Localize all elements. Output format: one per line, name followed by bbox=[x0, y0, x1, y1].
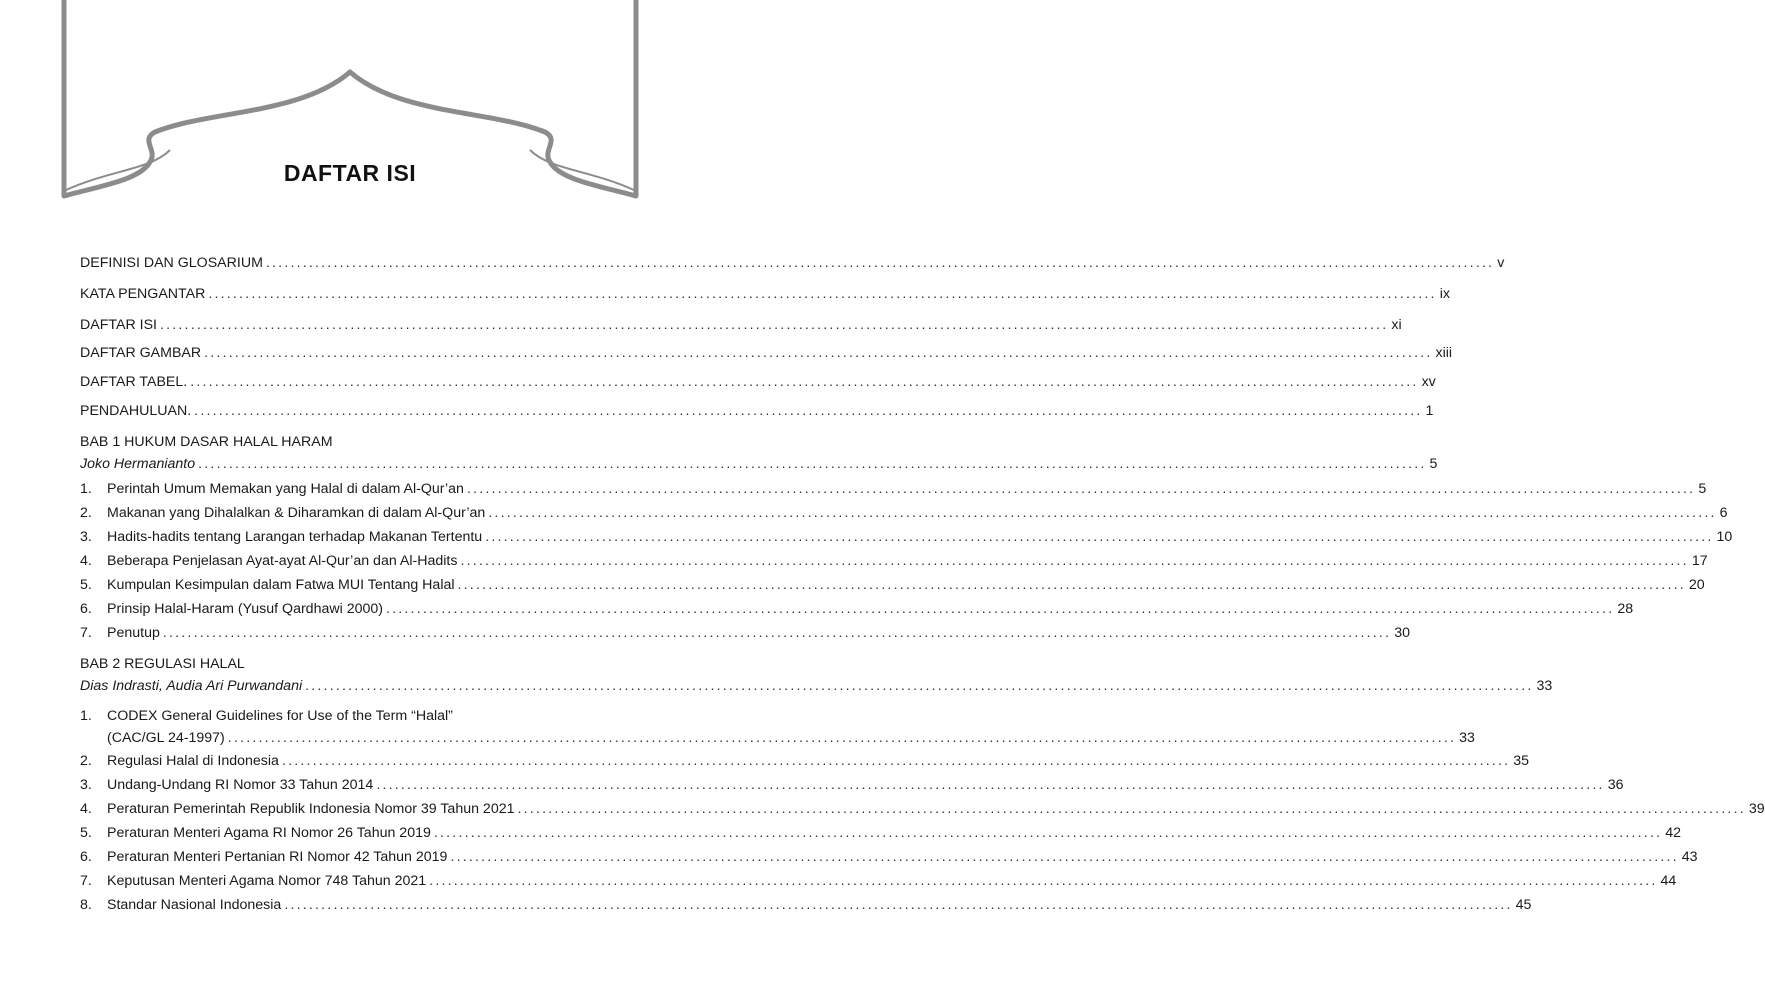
leader-dots: ........................................................................................................................................................................................................ bbox=[227, 730, 1457, 746]
leader-dots: ........................................................................................................................................................................................................ bbox=[284, 897, 1513, 913]
toc-subentry-title: Perintah Umum Memakan yang Halal di dalam Al-Qur’an bbox=[107, 481, 464, 497]
leader-dots: ........................................................................................................................................................................................................ bbox=[162, 625, 1392, 641]
toc-subentry-title: Makanan yang Dihalalkan & Diharamkan di dalam Al-Qur’an bbox=[107, 505, 486, 521]
toc-subentry[interactable] bbox=[80, 598, 1634, 620]
toc-subentry[interactable] bbox=[80, 574, 1705, 596]
chapter-author-entry[interactable] bbox=[80, 453, 1438, 475]
leader-dots: ........................................................................................................................................................................................................ bbox=[159, 317, 1389, 333]
toc-entry-page: ix bbox=[1439, 286, 1450, 302]
chapter-author-entry[interactable] bbox=[80, 675, 1553, 697]
toc-entry-page: 5 bbox=[1698, 481, 1707, 497]
toc-entry-title: DAFTAR TABEL. bbox=[80, 374, 188, 390]
toc-subentry-title: Regulasi Halal di Indonesia bbox=[107, 753, 279, 769]
toc-subentry-number: 2. bbox=[80, 505, 92, 521]
toc-subentry[interactable] bbox=[80, 478, 1707, 500]
toc-entry-page: 45 bbox=[1515, 897, 1532, 913]
toc-subentry-title: Hadits-hadits tentang Larangan terhadap Makanan Tertentu bbox=[107, 529, 483, 545]
leader-dots: ........................................................................................................................................................................................................ bbox=[429, 873, 1658, 889]
leader-dots: ........................................................................................................................................................................................................ bbox=[460, 553, 1689, 569]
toc-subentry[interactable] bbox=[80, 502, 1728, 524]
toc-entry-title: DEFINISI DAN GLOSARIUM bbox=[80, 255, 263, 271]
toc-subentry-continuation[interactable] bbox=[80, 727, 1475, 749]
toc-subentry-first-line[interactable] bbox=[80, 705, 622, 727]
toc-subentry[interactable] bbox=[80, 894, 1532, 916]
leader-dots: ........................................................................................................................................................................................................ bbox=[466, 481, 1696, 497]
toc-subentry[interactable] bbox=[80, 870, 1677, 892]
toc-subentry[interactable] bbox=[80, 774, 1624, 796]
leader-dots: ........................................................................................................................................................................................................ bbox=[488, 505, 1717, 521]
toc-subentry-title: Beberapa Penjelasan Ayat-ayat Al-Qur’an dan Al-Hadits bbox=[107, 553, 458, 569]
toc-entry[interactable] bbox=[80, 400, 1434, 422]
toc-entry[interactable] bbox=[80, 371, 1436, 393]
leader-dots: ........................................................................................................................................................................................................ bbox=[208, 286, 1437, 302]
toc-entry-page: 6 bbox=[1719, 505, 1728, 521]
toc-subentry-title: Undang-Undang RI Nomor 33 Tahun 2014 bbox=[107, 777, 374, 793]
toc-subentry-number: 3. bbox=[80, 529, 92, 545]
toc-subentry[interactable] bbox=[80, 526, 1733, 548]
toc-subentry-number: 3. bbox=[80, 777, 92, 793]
leader-dots: ........................................................................................................................................................................................................ bbox=[204, 345, 1433, 361]
leader-dots: ........................................................................................................................................................................................................ bbox=[450, 849, 1679, 865]
toc-entry-page: 10 bbox=[1716, 529, 1733, 545]
toc-subentry-number: 7. bbox=[80, 873, 92, 889]
toc-entry-page: xi bbox=[1391, 317, 1402, 333]
leader-dots: ........................................................................................................................................................................................................ bbox=[517, 801, 1746, 817]
toc-subentry-number: 4. bbox=[80, 801, 92, 817]
toc-entry[interactable] bbox=[80, 283, 1450, 305]
leader-dots: ........................................................................................................................................................................................................ bbox=[281, 753, 1511, 769]
toc-subentry-title: Standar Nasional Indonesia bbox=[107, 897, 282, 913]
leader-dots: ........................................................................................................................................................................................................ bbox=[385, 601, 1615, 617]
leader-dots: ........................................................................................................................................................................................................ bbox=[485, 529, 1714, 545]
toc-subentry-number: 5. bbox=[80, 577, 92, 593]
toc-subentry-number: 2. bbox=[80, 753, 92, 769]
toc-subentry[interactable] bbox=[80, 822, 1682, 844]
toc-subentry[interactable] bbox=[80, 846, 1698, 868]
toc-entry-page: xv bbox=[1421, 374, 1436, 390]
toc-subentry[interactable] bbox=[80, 550, 1708, 572]
toc-subentry-title: Peraturan Menteri Pertanian RI Nomor 42 Tahun 2019 bbox=[107, 849, 448, 865]
page-title: DAFTAR ISI bbox=[283, 160, 417, 186]
arch-frame-ornament bbox=[0, 0, 700, 220]
chapter-author: Dias Indrasti, Audia Ari Purwandani bbox=[80, 678, 303, 694]
toc-entry-page: 17 bbox=[1691, 553, 1708, 569]
toc-entry-page: 35 bbox=[1513, 753, 1530, 769]
leader-dots: ........................................................................................................................................................................................................ bbox=[198, 456, 1427, 472]
toc-subentry-title: Peraturan Pemerintah Republik Indonesia Nomor 39 Tahun 2021 bbox=[107, 801, 515, 817]
toc-entry-page: 42 bbox=[1665, 825, 1682, 841]
toc-subentry[interactable] bbox=[80, 622, 1410, 644]
toc-entry[interactable] bbox=[80, 314, 1402, 336]
toc-subentry-title: Peraturan Menteri Agama RI Nomor 26 Tahun 2019 bbox=[107, 825, 431, 841]
chapter-author: Joko Hermanianto bbox=[80, 456, 196, 472]
toc-entry-page: 43 bbox=[1681, 849, 1698, 865]
leader-dots: ........................................................................................................................................................................................................ bbox=[265, 255, 1495, 271]
toc-entry-page: 44 bbox=[1660, 873, 1677, 889]
toc-subentry-title: Keputusan Menteri Agama Nomor 748 Tahun 2021 bbox=[107, 873, 427, 889]
toc-subentry-number: 1. bbox=[80, 481, 92, 497]
toc-subentry-number: 8. bbox=[80, 897, 92, 913]
toc-subentry[interactable] bbox=[80, 750, 1530, 772]
toc-subentry-number: 6. bbox=[80, 849, 92, 865]
toc-subentry-title: Prinsip Halal-Haram (Yusuf Qardhawi 2000) bbox=[107, 601, 383, 617]
toc-entry-page: 5 bbox=[1429, 456, 1438, 472]
toc-entry-page: xiii bbox=[1435, 345, 1453, 361]
toc-entry[interactable] bbox=[80, 342, 1453, 364]
toc-subentry-number: 4. bbox=[80, 553, 92, 569]
toc-entry-page: 20 bbox=[1688, 577, 1705, 593]
leader-dots: ........................................................................................................................................................................................................ bbox=[190, 374, 1419, 390]
toc-subentry[interactable] bbox=[80, 798, 1765, 820]
toc-entry-page: 39 bbox=[1748, 801, 1765, 817]
toc-entry-page: 36 bbox=[1607, 777, 1624, 793]
leader-dots: ........................................................................................................................................................................................................ bbox=[457, 577, 1686, 593]
toc-subentry-title: Kumpulan Kesimpulan dalam Fatwa MUI Tentang Halal bbox=[107, 577, 455, 593]
toc-subentry-title: CODEX General Guidelines for Use of the Term “Halal” bbox=[107, 708, 453, 724]
leader-dots: ........................................................................................................................................................................................................ bbox=[194, 403, 1423, 419]
toc-entry[interactable] bbox=[80, 252, 1505, 274]
chapter-heading[interactable]: BAB 1 HUKUM DASAR HALAL HARAM bbox=[80, 434, 333, 450]
chapter-heading[interactable]: BAB 2 REGULASI HALAL bbox=[80, 656, 245, 672]
toc-subentry-number: 6. bbox=[80, 601, 92, 617]
toc-subentry-number: 7. bbox=[80, 625, 92, 641]
toc-subentry-title-continued: (CAC/GL 24-1997) bbox=[107, 730, 225, 746]
leader-dots: ........................................................................................................................................................................................................ bbox=[376, 777, 1605, 793]
toc-entry-title: DAFTAR GAMBAR bbox=[80, 345, 202, 361]
toc-entry-page: 1 bbox=[1425, 403, 1434, 419]
toc-entry-title: KATA PENGANTAR bbox=[80, 286, 206, 302]
toc-subentry-number: 1. bbox=[80, 708, 92, 724]
toc-entry-page: 33 bbox=[1536, 678, 1553, 694]
toc-entry-title: DAFTAR ISI bbox=[80, 317, 157, 333]
toc-entry-page: 28 bbox=[1617, 601, 1634, 617]
toc-entry-page: v bbox=[1497, 255, 1505, 271]
toc-entry-page: 33 bbox=[1459, 730, 1475, 746]
toc-entry-page: 30 bbox=[1394, 625, 1410, 641]
leader-dots: ........................................................................................................................................................................................................ bbox=[305, 678, 1534, 694]
toc-subentry-number: 5. bbox=[80, 825, 92, 841]
toc-subentry-title: Penutup bbox=[107, 625, 160, 641]
toc-entry-title: PENDAHULUAN. bbox=[80, 403, 192, 419]
leader-dots: ........................................................................................................................................................................................................ bbox=[433, 825, 1663, 841]
